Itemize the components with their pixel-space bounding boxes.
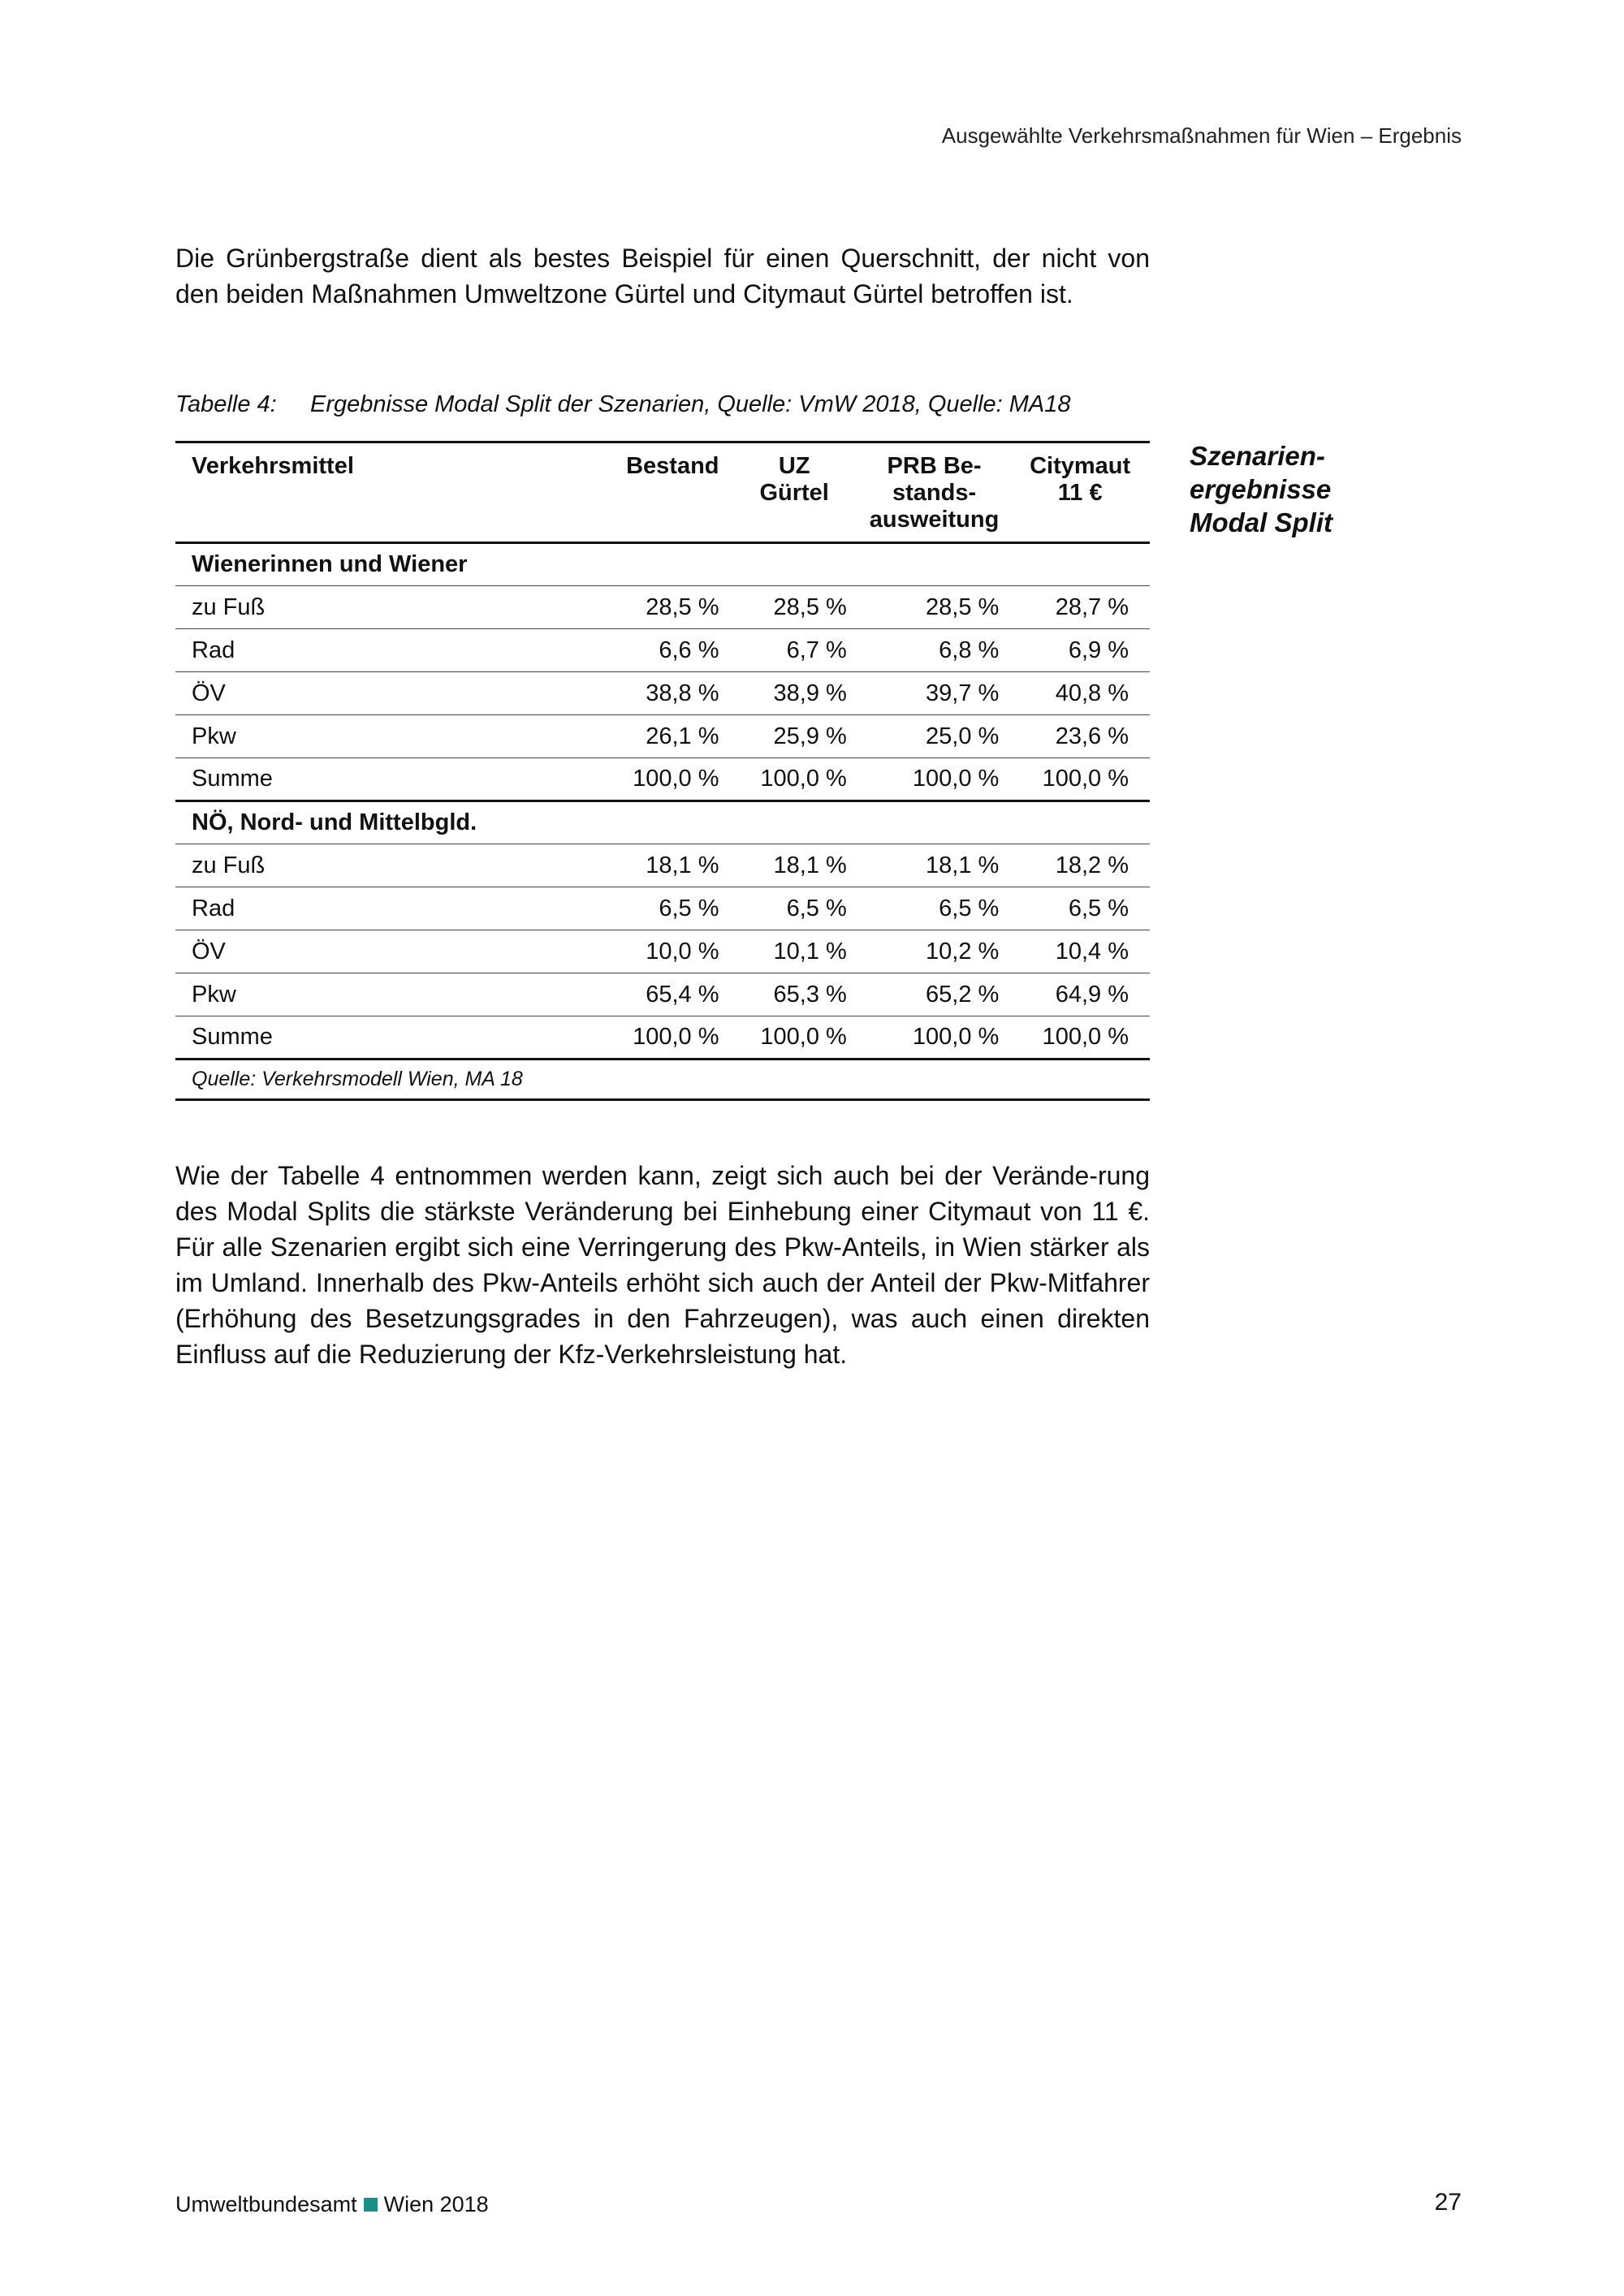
value-cell: 28,5 % [602,586,730,629]
value-cell: 28,5 % [858,586,1011,629]
value-cell: 6,8 % [858,629,1011,672]
table-row [175,887,1150,930]
value-cell: 100,0 % [602,1016,730,1060]
table-source-note: Quelle: Verkehrsmodell Wien, MA 18 [192,1068,523,1090]
value-cell: 25,9 % [731,715,858,758]
table-header-row [175,442,1150,543]
value-cell: 6,5 % [1010,887,1150,930]
row-label: Rad [175,629,602,672]
table-caption-text: Ergebnisse Modal Split der Szenarien, Quelle: VmW 2018, Quelle: MA18 [310,391,1071,417]
table-caption-label: Tabelle 4: [175,391,277,417]
header-citymaut: Citymaut 11 € [1010,442,1150,543]
value-cell: 40,8 % [1010,672,1150,715]
value-cell: 100,0 % [602,758,730,801]
value-cell: 18,1 % [731,844,858,887]
value-cell: 10,4 % [1010,930,1150,973]
value-cell: 28,5 % [731,586,858,629]
value-cell: 38,8 % [602,672,730,715]
value-cell: 100,0 % [858,758,1011,801]
table-group-row [175,543,1150,586]
value-cell: 100,0 % [731,1016,858,1060]
value-cell: 6,6 % [602,629,730,672]
group-title: NÖ, Nord- und Mittelbgld. [175,801,1150,844]
row-label: zu Fuß [175,844,602,887]
row-label: zu Fuß [175,586,602,629]
header-verkehrsmittel: Verkehrsmittel [175,442,602,543]
value-cell: 28,7 % [1010,586,1150,629]
row-label: Summe [175,758,602,801]
footer-publisher [175,2192,489,2217]
value-cell: 10,1 % [731,930,858,973]
table-row [175,629,1150,672]
location-year: Wien 2018 [383,2192,489,2216]
table-row [175,1016,1150,1060]
publisher-name: Umweltbundesamt [175,2192,357,2216]
table-row [175,586,1150,629]
table-row [175,715,1150,758]
value-cell: 18,2 % [1010,844,1150,887]
value-cell: 6,9 % [1010,629,1150,672]
square-bullet-icon [364,2198,378,2212]
value-cell: 18,1 % [858,844,1011,887]
row-label: ÖV [175,672,602,715]
value-cell: 100,0 % [1010,1016,1150,1060]
value-cell: 6,7 % [731,629,858,672]
value-cell: 6,5 % [858,887,1011,930]
value-cell: 65,4 % [602,973,730,1016]
value-cell: 38,9 % [731,672,858,715]
value-cell: 23,6 % [1010,715,1150,758]
table-row [175,973,1150,1016]
table-row [175,758,1150,801]
value-cell: 39,7 % [858,672,1011,715]
value-cell: 65,3 % [731,973,858,1016]
value-cell: 25,0 % [858,715,1011,758]
value-cell: 6,5 % [602,887,730,930]
table-body [175,543,1150,1100]
page-number: 27 [1434,2189,1462,2216]
header-bestand: Bestand [602,442,730,543]
value-cell: 6,5 % [731,887,858,930]
value-cell: 100,0 % [858,1016,1011,1060]
value-cell: 100,0 % [731,758,858,801]
table-row [175,672,1150,715]
value-cell: 10,2 % [858,930,1011,973]
table-source-row [175,1060,1150,1100]
value-cell: 26,1 % [602,715,730,758]
header-uz-guertel: UZ Gürtel [731,442,858,543]
table-group-row [175,801,1150,844]
row-label: Summe [175,1016,602,1060]
value-cell: 10,0 % [602,930,730,973]
running-header: Ausgewählte Verkehrsmaßnahmen für Wien – Ergebnis [941,123,1462,148]
body-paragraph: Wie der Tabelle 4 entnommen werden kann, zeigt sich auch bei der Verände-rung des Modal Splits die stärkste Veränderung bei Einhebung einer Citymaut von 11 €. Für alle Szenarien ergibt sich eine Verringerung des Pkw-Anteils, in Wien stärker als im Umland. Innerhalb des Pkw-Anteils erhöht sich auch der Anteil der Pkw-Mitfahrer (Erhöhung des Besetzungsgrades in den Fahrzeugen), was auch einen direkten Einfluss auf die Reduzierung der Kfz-Verkehrsleistung hat. [175,1161,1150,1369]
modal-split-table [175,441,1150,1101]
intro-paragraph: Die Grünbergstraße dient als bestes Beispiel für einen Querschnitt, der nicht von den beiden Maßnahmen Umweltzone Gürtel und Citymaut Gürtel betroffen ist. [175,244,1150,309]
row-label: Pkw [175,715,602,758]
value-cell: 100,0 % [1010,758,1150,801]
header-prb-bestandsausweitung: PRB Be- stands- ausweitung [858,442,1011,543]
table-row [175,930,1150,973]
row-label: Rad [175,887,602,930]
value-cell: 64,9 % [1010,973,1150,1016]
row-label: ÖV [175,930,602,973]
table-caption [175,391,1071,418]
margin-note: Szenarien- ergebnisse Modal Split [1190,441,1332,537]
table-header [175,442,1150,543]
modal-split-table-wrap [175,441,1150,1101]
table-row [175,844,1150,887]
group-title: Wienerinnen und Wiener [175,543,1150,586]
value-cell: 65,2 % [858,973,1011,1016]
value-cell: 18,1 % [602,844,730,887]
row-label: Pkw [175,973,602,1016]
